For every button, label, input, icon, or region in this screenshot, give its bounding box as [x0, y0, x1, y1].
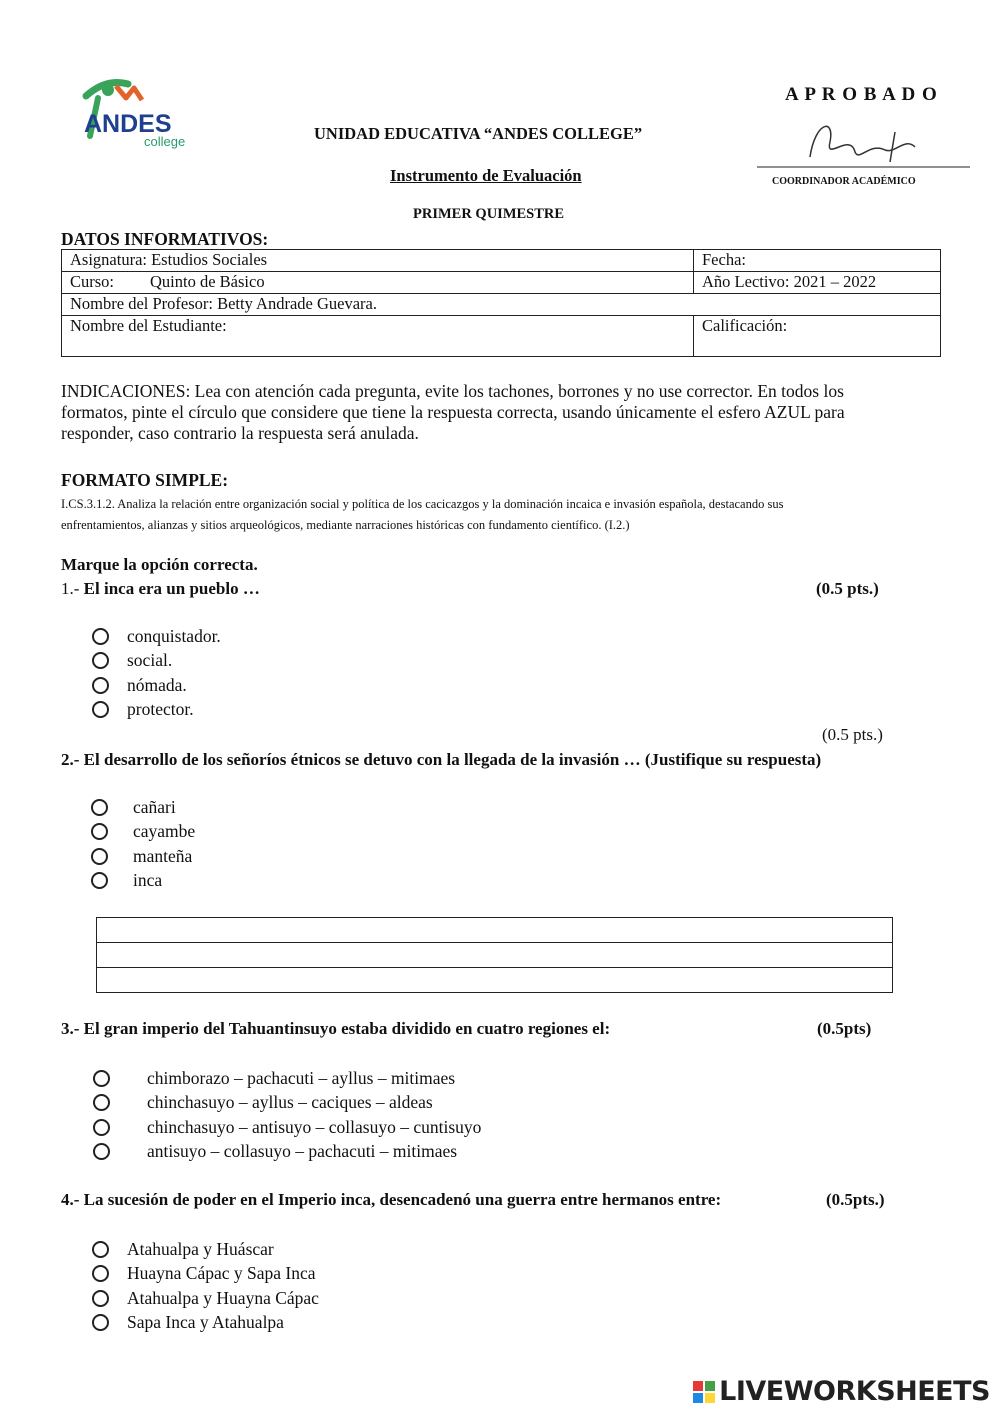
- indicator-line: I.CS.3.1.2. Analiza la relación entre organización social y política de los cacicazgos y la dominación incaica e invasión española, destacando sus: [61, 497, 784, 511]
- option-label: manteña: [133, 845, 193, 866]
- option-label: nómada.: [127, 674, 187, 695]
- option-label: conquistador.: [127, 625, 221, 646]
- answer-line[interactable]: [97, 943, 892, 968]
- option[interactable]: [92, 1237, 319, 1262]
- options-q3: [93, 1066, 481, 1164]
- option-label: Huayna Cápac y Sapa Inca: [127, 1263, 316, 1284]
- format-heading: FORMATO SIMPLE:: [61, 470, 229, 490]
- radio-circle-icon[interactable]: [93, 1119, 110, 1136]
- radio-circle-icon[interactable]: [91, 823, 108, 840]
- coordinator-label: COORDINADOR ACADÉMICO: [772, 176, 916, 187]
- liveworksheets-watermark: [693, 1376, 990, 1407]
- logo-square: [693, 1381, 703, 1391]
- option-label: Atahualpa y Huayna Cápac: [127, 1287, 319, 1308]
- option[interactable]: [92, 1311, 319, 1336]
- radio-circle-icon[interactable]: [92, 1290, 109, 1307]
- question-points: (0.5pts.): [826, 1190, 885, 1209]
- course-value: Quinto de Básico: [150, 272, 265, 291]
- radio-circle-icon[interactable]: [91, 872, 108, 889]
- question-points: (0.5 pts.): [822, 725, 883, 744]
- option-label: cañari: [133, 796, 176, 817]
- option-label: protector.: [127, 699, 194, 720]
- liveworksheets-brand: LIVEWORKSHEETS: [719, 1376, 990, 1407]
- option-label: antisuyo – collasuyo – pachacuti – mitimaes: [147, 1141, 458, 1162]
- option[interactable]: [91, 844, 195, 869]
- options-q1: [92, 624, 221, 722]
- option[interactable]: [93, 1140, 481, 1165]
- option-label: chimborazo – pachacuti – ayllus – mitimaes: [147, 1067, 456, 1088]
- question-number: 1.-: [61, 579, 84, 598]
- course-label: Curso:: [70, 272, 115, 291]
- liveworksheets-logo-icon: [693, 1381, 715, 1403]
- instructions: [61, 381, 845, 444]
- school-name: UNIDAD EDUCATIVA “ANDES COLLEGE”: [314, 124, 643, 143]
- radio-circle-icon[interactable]: [93, 1070, 110, 1087]
- radio-circle-icon[interactable]: [92, 1241, 109, 1258]
- question-points: (0.5pts): [817, 1019, 872, 1038]
- approved-stamp: A P R O B A D O: [785, 84, 938, 105]
- logo-square: [705, 1393, 715, 1403]
- option[interactable]: [92, 624, 221, 649]
- question-text: El inca era un pueblo …: [83, 579, 260, 598]
- question-2: [61, 750, 821, 770]
- options-q4: [92, 1237, 319, 1335]
- question-4: [61, 1190, 721, 1210]
- year-cell: Año Lectivo: 2021 – 2022: [694, 272, 941, 294]
- radio-circle-icon[interactable]: [91, 799, 108, 816]
- option[interactable]: [93, 1066, 481, 1091]
- subject-cell: Asignatura: Estudios Sociales: [62, 250, 694, 272]
- option-label: cayambe: [133, 821, 196, 842]
- option-label: chinchasuyo – ayllus – caciques – aldeas: [147, 1092, 433, 1113]
- teacher-cell: Nombre del Profesor: Betty Andrade Guevara.: [62, 294, 941, 316]
- option[interactable]: [92, 1286, 319, 1311]
- mark-instruction: Marque la opción correcta.: [61, 555, 258, 574]
- radio-circle-icon[interactable]: [93, 1143, 110, 1160]
- signature: [755, 112, 975, 172]
- option[interactable]: [93, 1115, 481, 1140]
- question-text: La sucesión de poder en el Imperio inca, desencadenó una guerra entre hermanos entre:: [83, 1190, 722, 1209]
- option-label: Atahualpa y Huáscar: [127, 1238, 274, 1259]
- options-q2: [91, 795, 195, 893]
- option[interactable]: [91, 820, 195, 845]
- answer-line[interactable]: [97, 918, 892, 943]
- logo-square: [705, 1381, 715, 1391]
- indicator-line: enfrentamientos, alianzas y sitios arqueológicos, mediante narraciones históricas con fundamento científico. (I.2.): [61, 518, 630, 532]
- option[interactable]: [91, 869, 195, 894]
- radio-circle-icon[interactable]: [92, 1265, 109, 1282]
- question-number: 3.-: [61, 1019, 84, 1038]
- date-cell: Fecha:: [694, 250, 941, 272]
- option[interactable]: [92, 1262, 319, 1287]
- logo-square: [693, 1393, 703, 1403]
- radio-circle-icon[interactable]: [93, 1094, 110, 1111]
- answer-line[interactable]: [97, 968, 892, 992]
- option[interactable]: [92, 649, 221, 674]
- course-cell: [62, 272, 694, 294]
- option[interactable]: [92, 673, 221, 698]
- logo-subtitle: college: [144, 134, 186, 149]
- option-label: Sapa Inca y Atahualpa: [127, 1312, 284, 1333]
- instrument-title: Instrumento de Evaluación: [390, 166, 582, 185]
- option-label: chinchasuyo – antisuyo – collasuyo – cuntisuyo: [147, 1116, 482, 1137]
- question-text: El gran imperio del Tahuantinsuyo estaba dividido en cuatro regiones el:: [83, 1019, 611, 1038]
- radio-circle-icon[interactable]: [92, 652, 109, 669]
- term-title: PRIMER QUIMESTRE: [413, 206, 565, 222]
- question-3: [61, 1019, 610, 1039]
- radio-circle-icon[interactable]: [92, 677, 109, 694]
- question-number: 4.-: [61, 1190, 84, 1209]
- student-cell[interactable]: Nombre del Estudiante:: [62, 316, 694, 357]
- instructions-line: responder, caso contrario la respuesta será anulada.: [61, 423, 419, 443]
- question-points: (0.5 pts.): [816, 579, 879, 598]
- question-number: 2.-: [61, 750, 84, 769]
- radio-circle-icon[interactable]: [92, 701, 109, 718]
- option[interactable]: [92, 698, 221, 723]
- option-label: inca: [133, 870, 163, 891]
- instructions-line: INDICACIONES: Lea con atención cada pregunta, evite los tachones, borrones y no use corrector. En todos los: [61, 381, 844, 401]
- radio-circle-icon[interactable]: [91, 848, 108, 865]
- logo-brand: ANDES: [84, 110, 172, 138]
- question-text: El desarrollo de los señoríos étnicos se detuvo con la llegada de la invasión … (Justifique su respuesta): [83, 750, 822, 769]
- option-label: social.: [127, 650, 173, 671]
- grade-cell: Calificación:: [694, 316, 941, 357]
- info-heading: DATOS INFORMATIVOS:: [61, 229, 269, 249]
- justification-box[interactable]: [96, 917, 893, 993]
- radio-circle-icon[interactable]: [92, 1314, 109, 1331]
- option[interactable]: [91, 795, 195, 820]
- radio-circle-icon[interactable]: [92, 628, 109, 645]
- indicator: [61, 494, 783, 536]
- option[interactable]: [93, 1091, 481, 1116]
- question-1: [61, 579, 260, 599]
- instructions-line: formatos, pinte el círculo que considere que tiene la respuesta correcta, usando únicamente el esfero AZUL para: [61, 402, 845, 422]
- info-table: [61, 249, 941, 357]
